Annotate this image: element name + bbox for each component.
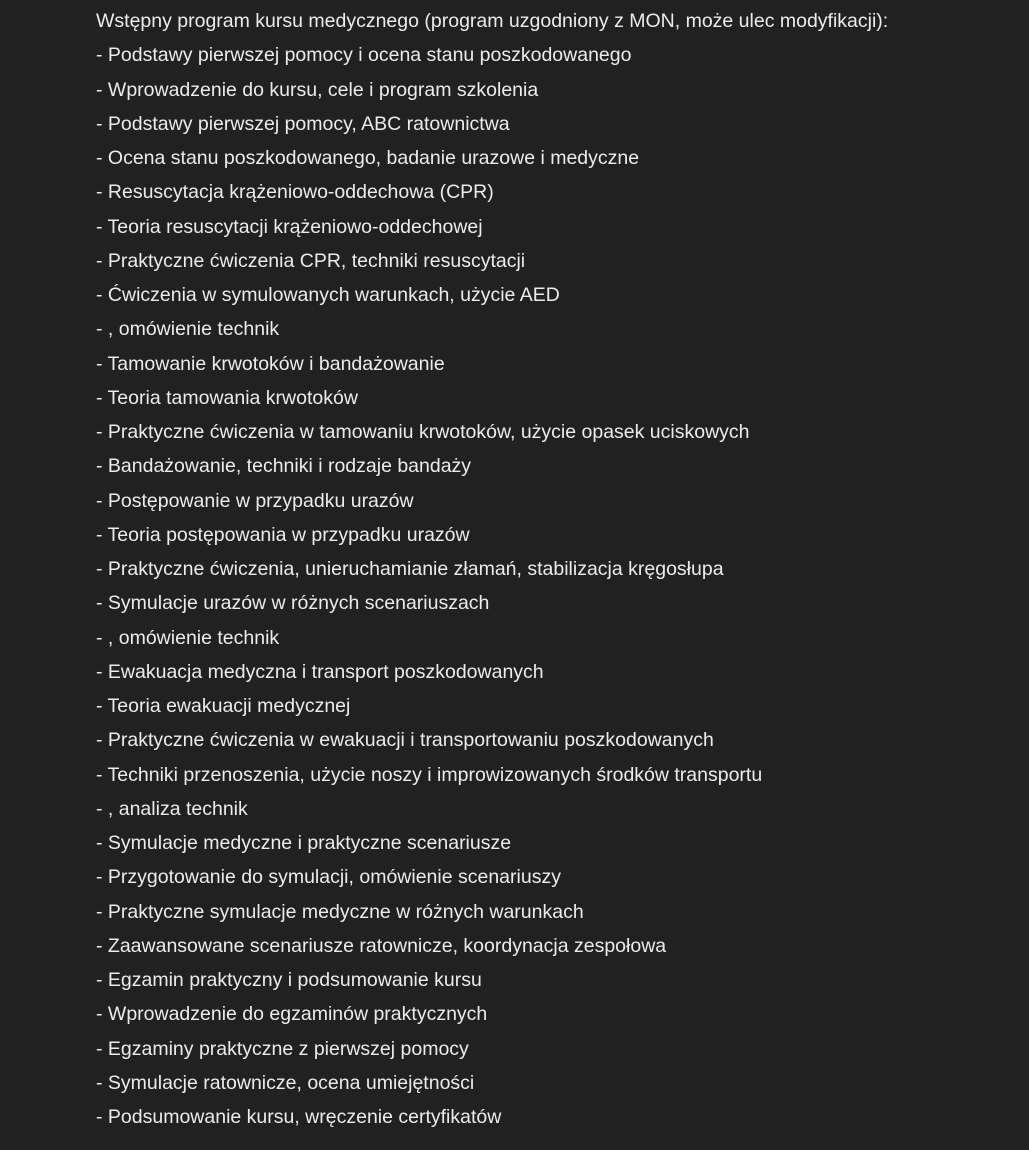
list-item: - , omówienie technik: [96, 318, 280, 341]
list-item: - Egzamin praktyczny i podsumowanie kursu: [96, 969, 482, 991]
list-item: - Tamowanie krwotoków i bandażowanie: [96, 352, 445, 375]
list-item: - Ewakuacja medyczna i transport poszkodowanych: [96, 660, 544, 683]
list-item: - Praktyczne ćwiczenia w ewakuacji i transportowaniu poszkodowanych: [96, 729, 714, 752]
list-item: - , omówienie technik: [96, 626, 280, 649]
list-item: - Praktyczne ćwiczenia CPR, techniki resuscytacji: [96, 249, 526, 272]
list-item: - Teoria resuscytacji krążeniowo-oddechowej: [96, 215, 483, 238]
list-item: - Postępowanie w przypadku urazów: [96, 489, 414, 512]
list-item: - Resuscytacja krążeniowo-oddechowa (CPR): [96, 181, 494, 204]
list-item: - Podstawy pierwszej pomocy, ABC ratownictwa: [96, 112, 510, 135]
list-item: - Symulacje medyczne i praktyczne scenariusze: [96, 832, 512, 854]
list-item: - Podsumowanie kursu, wręczenie certyfikatów: [96, 1106, 502, 1128]
list-item: - Przygotowanie do symulacji, omówienie scenariuszy: [96, 866, 561, 889]
list-item: - Podstawy pierwszej pomocy i ocena stanu poszkodowanego: [96, 44, 632, 67]
program-heading: Wstępny program kursu medycznego (program uzgodniony z MON, może ulec modyfikacji):: [96, 10, 889, 32]
document-content: [96, 4, 996, 1134]
list-item: - Bandażowanie, techniki i rodzaje bandaży: [96, 455, 472, 478]
list-item: - Symulacje ratownicze, ocena umiejętności: [96, 1071, 475, 1094]
list-item: - Wprowadzenie do egzaminów praktycznych: [96, 1003, 488, 1026]
list-item: - Zaawansowane scenariusze ratownicze, koordynacja zespołowa: [96, 934, 667, 957]
list-item: - Teoria tamowania krwotoków: [96, 386, 358, 409]
list-item: - Teoria ewakuacji medycznej: [96, 695, 351, 717]
list-item: - Praktyczne ćwiczenia w tamowaniu krwotoków, użycie opasek uciskowych: [96, 421, 750, 443]
list-item: - Praktyczne ćwiczenia, unieruchamianie złamań, stabilizacja kręgosłupa: [96, 558, 724, 580]
list-item: - Ocena stanu poszkodowanego, badanie urazowe i medyczne: [96, 147, 640, 169]
list-item: - Egzaminy praktyczne z pierwszej pomocy: [96, 1037, 469, 1060]
list-item: - Ćwiczenia w symulowanych warunkach, użycie AED: [96, 284, 560, 306]
list-item: - Praktyczne symulacje medyczne w różnych warunkach: [96, 900, 584, 923]
program-list: [96, 38, 996, 1134]
list-item: - Wprowadzenie do kursu, cele i program szkolenia: [96, 78, 539, 101]
list-item: - Symulacje urazów w różnych scenariuszach: [96, 592, 490, 615]
list-item: - , analiza technik: [96, 797, 248, 820]
list-item: - Teoria postępowania w przypadku urazów: [96, 523, 470, 546]
list-item: - Techniki przenoszenia, użycie noszy i improwizowanych środków transportu: [96, 763, 763, 786]
